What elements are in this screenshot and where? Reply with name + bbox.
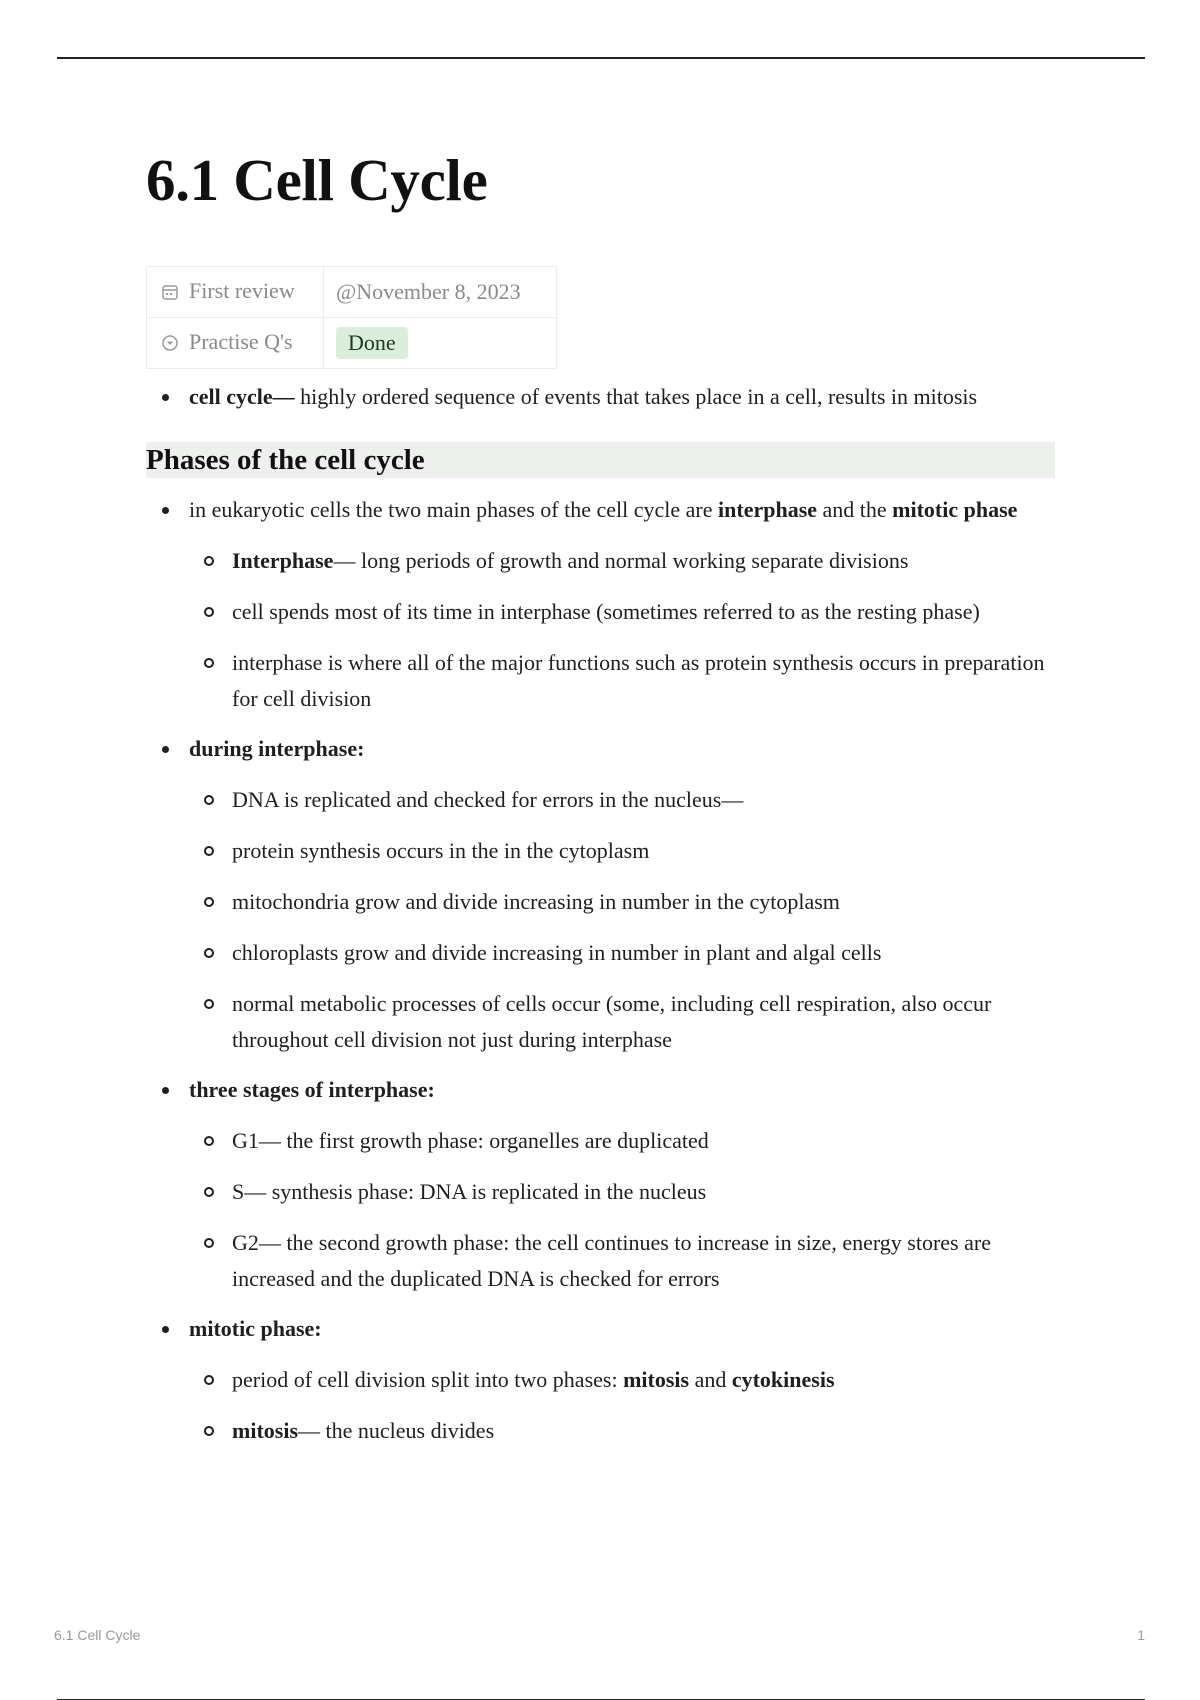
term-bold: interphase [718, 497, 818, 522]
text: and [689, 1367, 732, 1392]
sub-list-item: normal metabolic processes of cells occur (some, including cell respiration, also occur throughout cell division not just during interphase [189, 986, 1061, 1058]
text: in eukaryotic cells the two main phases of the cell cycle are [189, 497, 719, 522]
properties-table [146, 266, 557, 369]
term-bold: cell cycle— [189, 384, 295, 409]
phases-list [146, 492, 1061, 1449]
text: and the [817, 497, 893, 522]
sub-list-item: S— synthesis phase: DNA is replicated in the nucleus [189, 1174, 1061, 1210]
sub-list-item [189, 543, 1061, 579]
property-value-date[interactable]: @November 8, 2023 [324, 267, 557, 318]
sub-list [189, 1362, 1061, 1449]
term-bold: mitosis [232, 1418, 298, 1443]
list-item [146, 379, 1061, 415]
property-row-first-review [147, 267, 557, 318]
sub-list [189, 782, 1061, 1058]
sub-list [189, 1123, 1061, 1297]
status-icon [161, 332, 179, 358]
sub-list-item: DNA is replicated and checked for errors in the nucleus— [189, 782, 1061, 818]
document-page [146, 140, 1061, 1449]
sub-list-item [189, 1413, 1061, 1449]
list-item-mitotic-phase [146, 1311, 1061, 1449]
sub-list-item: chloroplasts grow and divide increasing in number in plant and algal cells [189, 935, 1061, 971]
property-value-status[interactable] [324, 318, 557, 369]
page-title: 6.1 Cell Cycle [146, 147, 488, 213]
term-bold: mitotic phase: [189, 1316, 322, 1341]
sub-list-item: cell spends most of its time in interphase (sometimes referred to as the resting phase) [189, 594, 1061, 630]
section-heading: Phases of the cell cycle [146, 442, 1055, 478]
term-bold: mitotic phase [892, 497, 1018, 522]
text: — long periods of growth and normal working separate divisions [333, 548, 909, 573]
property-key-label: Practise Q's [189, 328, 293, 354]
list-item-three-stages [146, 1072, 1061, 1297]
text: period of cell division split into two phases: [232, 1367, 624, 1392]
top-rule [57, 57, 1145, 59]
sub-list-item: G2— the second growth phase: the cell continues to increase in size, energy stores are increased and the duplicated DNA is checked for errors [189, 1225, 1061, 1297]
list-item-during-interphase [146, 731, 1061, 1058]
status-tag-done[interactable]: Done [336, 327, 408, 359]
list-item-main-phases [146, 492, 1061, 717]
sub-list-item [189, 1362, 1061, 1398]
property-key-label: First review [189, 277, 295, 303]
definition-text: highly ordered sequence of events that takes place in a cell, results in mitosis [294, 384, 978, 409]
calendar-icon [161, 281, 179, 307]
property-row-practise-qs [147, 318, 557, 369]
property-key [147, 318, 324, 369]
footer-doc-title: 6.1 Cell Cycle [54, 1627, 141, 1643]
term-bold: three stages of interphase: [189, 1077, 435, 1102]
sub-list-item: interphase is where all of the major functions such as protein synthesis occurs in preparation for cell division [189, 645, 1061, 717]
sub-list-item: mitochondria grow and divide increasing in number in the cytoplasm [189, 884, 1061, 920]
term-bold: cytokinesis [731, 1367, 835, 1392]
sub-list [189, 543, 1061, 717]
term-bold: Interphase [232, 548, 334, 573]
property-key [147, 267, 324, 318]
footer-page-number: 1 [1137, 1627, 1145, 1643]
intro-list [146, 379, 1061, 415]
sub-list-item: G1— the first growth phase: organelles are duplicated [189, 1123, 1061, 1159]
text: — the nucleus divides [298, 1418, 495, 1443]
term-bold: during interphase: [189, 736, 365, 761]
term-bold: mitosis [623, 1367, 690, 1392]
sub-list-item: protein synthesis occurs in the in the cytoplasm [189, 833, 1061, 869]
